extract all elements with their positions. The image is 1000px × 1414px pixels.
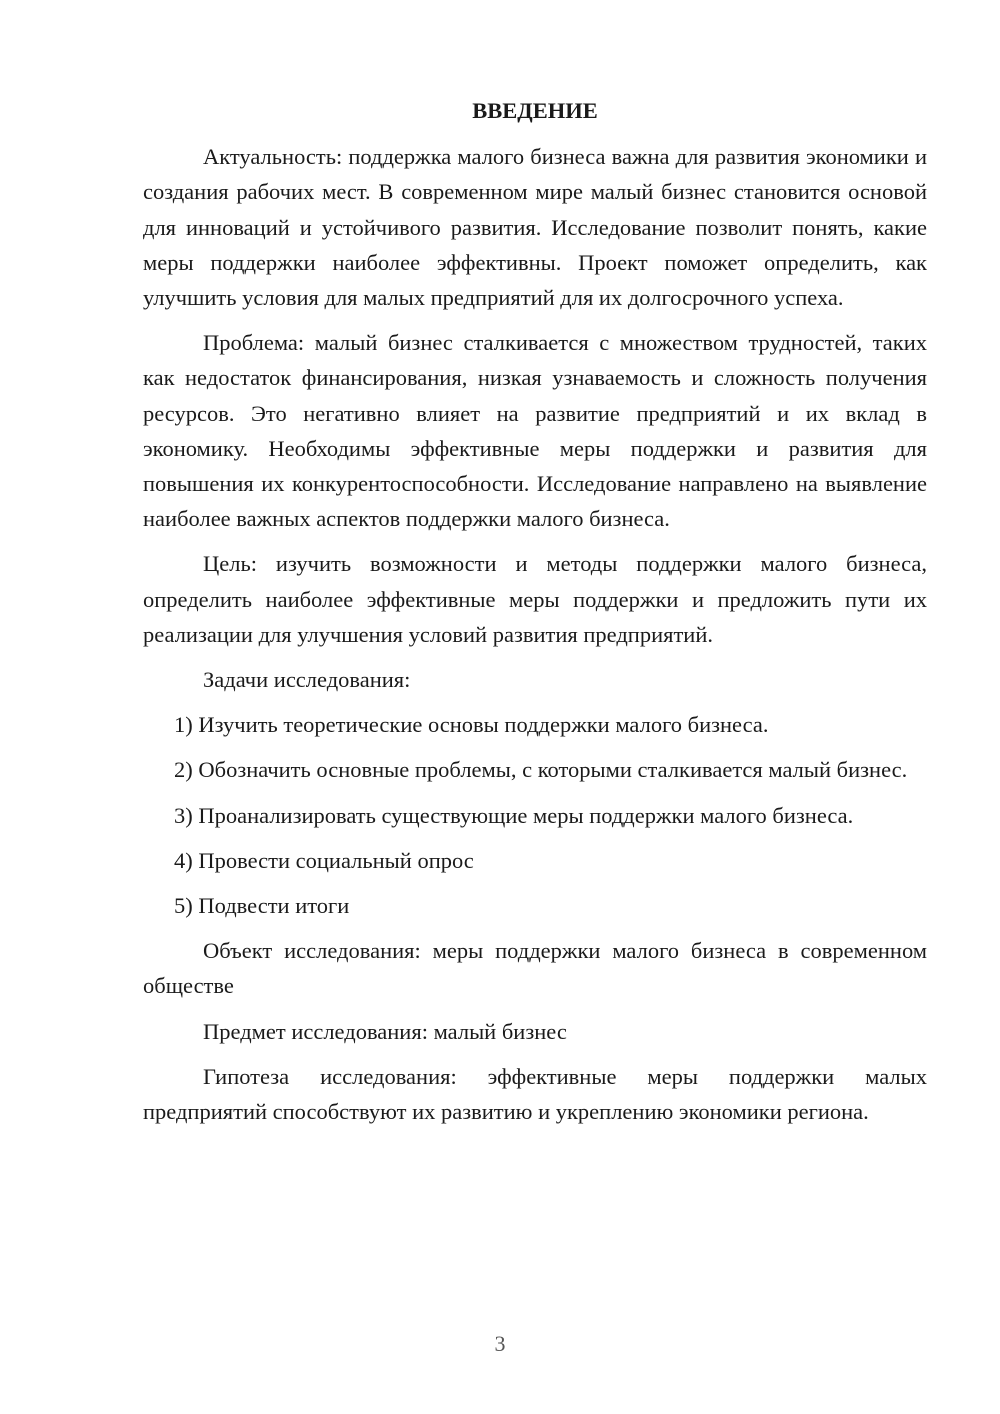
task-item-3: 3) Проанализировать существующие меры поддержки малого бизнеса. xyxy=(174,802,854,828)
task-item-1: 1) Изучить теоретические основы поддержки малого бизнеса. xyxy=(174,712,769,738)
paragraph-relevance: Актуальность: поддержка малого бизнеса важна для развития экономики и создания рабочих мест. В современном мире малый бизнес становится основой для инноваций и устойчивого развития. Исследование позволит понять, какие меры поддержки наиболее эффективны. Проект поможет определить, как улучшить условия для малых предприятий для их долгосрочного успеха. xyxy=(143,144,927,311)
document-page xyxy=(143,93,927,1139)
paragraph-hypothesis: Гипотеза исследования: эффективные меры поддержки малых предприятий способствуют их развитию и укреплению экономики региона. xyxy=(143,1063,927,1125)
paragraph-problem: Проблема: малый бизнес сталкивается с множеством трудностей, таких как недостаток финансирования, низкая узнаваемость и сложность получения ресурсов. Это негативно влияет на развитие предприятий и их вклад в экономику. Необходимы эффективные меры поддержки и развития для повышения их конкурентоспособности. Исследование направлено на выявление наиболее важных аспектов поддержки малого бизнеса. xyxy=(143,330,927,532)
task-item-5: 5) Подвести итоги xyxy=(174,893,350,919)
page-number: 3 xyxy=(494,1331,506,1356)
section-title: ВВЕДЕНИЕ xyxy=(472,98,598,123)
task-item-4: 4) Провести социальный опрос xyxy=(174,847,474,873)
paragraph-goal: Цель: изучить возможности и методы поддержки малого бизнеса, определить наиболее эффективные меры поддержки и предложить пути их реализации для улучшения условий развития предприятий. xyxy=(143,551,927,647)
paragraph-subject: Предмет исследования: малый бизнес xyxy=(203,1018,567,1044)
paragraph-object: Объект исследования: меры поддержки малого бизнеса в современном обществе xyxy=(143,938,927,999)
task-item-2: 2) Обозначить основные проблемы, с которыми сталкивается малый бизнес. xyxy=(174,757,908,783)
tasks-heading: Задачи исследования: xyxy=(203,667,411,693)
